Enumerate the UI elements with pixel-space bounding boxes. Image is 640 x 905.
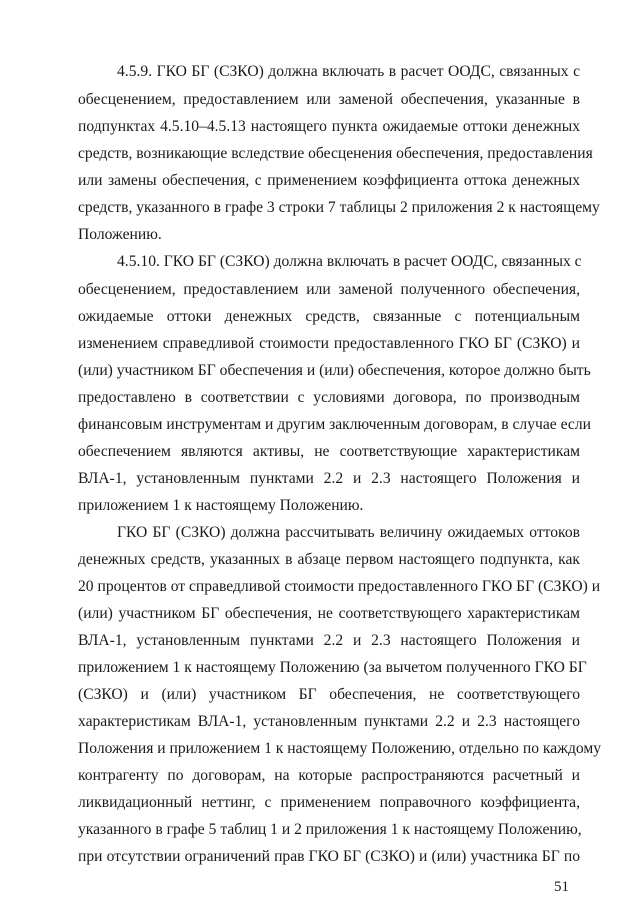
text-line: ВЛА-1, установленным пунктами 2.2 и 2.3 настоящего Положения и (78, 632, 580, 649)
text-line: ожидаемые оттоки денежных средств, связанные с потенциальным (78, 308, 580, 325)
text-line: 4.5.10. ГКО БГ (СЗКО) должна включать в расчет ООДС, связанных с (117, 253, 582, 270)
text-line: указанного в графе 5 таблиц 1 и 2 приложения 1 к настоящему Положению, (78, 821, 582, 838)
text-line: обесценением, предоставлением или заменой полученного обеспечения, (78, 281, 580, 298)
text-line: характеристикам ВЛА-1, установленным пунктами 2.2 и 2.3 настоящего (78, 713, 580, 730)
text-line: ВЛА-1, установленным пунктами 2.2 и 2.3 настоящего Положения и (78, 470, 580, 487)
text-line: Положению. (78, 226, 162, 243)
text-line: контрагенту по договорам, на которые распространяются расчетный и (78, 767, 580, 784)
text-line: 4.5.9. ГКО БГ (СЗКО) должна включать в расчет ООДС, связанных с (117, 63, 580, 80)
text-line: изменением справедливой стоимости предоставленного ГКО БГ (СЗКО) и (78, 335, 580, 352)
page-number: 51 (554, 879, 569, 895)
text-line: подпунктах 4.5.10–4.5.13 настоящего пункта ожидаемые оттоки денежных (78, 118, 580, 135)
text-line: приложением 1 к настоящему Положению (за вычетом полученного ГКО БГ (78, 659, 587, 676)
text-line: ликвидационный неттинг, с применением поправочного коэффициента, (78, 794, 580, 811)
text-line: при отсутствии ограничений прав ГКО БГ (СЗКО) и (или) участника БГ по (78, 848, 580, 865)
text-line: или замены обеспечения, с применением коэффициента оттока денежных (78, 172, 580, 189)
text-line: (или) участником БГ обеспечения, не соответствующего характеристикам (78, 605, 580, 622)
text-line: (или) участником БГ обеспечения и (или) обеспечения, которое должно быть (78, 362, 591, 379)
text-line: средств, указанного в графе 3 строки 7 таблицы 2 приложения 2 к настоящему (78, 199, 600, 216)
text-line: средств, возникающие вследствие обесценения обеспечения, предоставления (78, 145, 593, 162)
text-line: денежных средств, указанных в абзаце первом настоящего подпункта, как (78, 551, 580, 568)
text-line: обеспечением являются активы, не соответствующие характеристикам (78, 443, 580, 460)
text-line: 20 процентов от справедливой стоимости предоставленного ГКО БГ (СЗКО) и (78, 578, 601, 595)
text-line: приложением 1 к настоящему Положению. (78, 497, 364, 514)
text-line: финансовым инструментам и другим заключенным договорам, в случае если (78, 416, 591, 433)
text-line: предоставлено в соответствии с условиями договора, по производным (78, 389, 580, 406)
text-line: (СЗКО) и (или) участником БГ обеспечения, не соответствующего (78, 686, 580, 703)
text-line: Положения и приложением 1 к настоящему Положению, отдельно по каждому (78, 740, 602, 757)
text-line: ГКО БГ (СЗКО) должна рассчитывать величину ожидаемых оттоков (117, 524, 580, 541)
text-line: обесценением, предоставлением или заменой обеспечения, указанные в (78, 91, 580, 108)
